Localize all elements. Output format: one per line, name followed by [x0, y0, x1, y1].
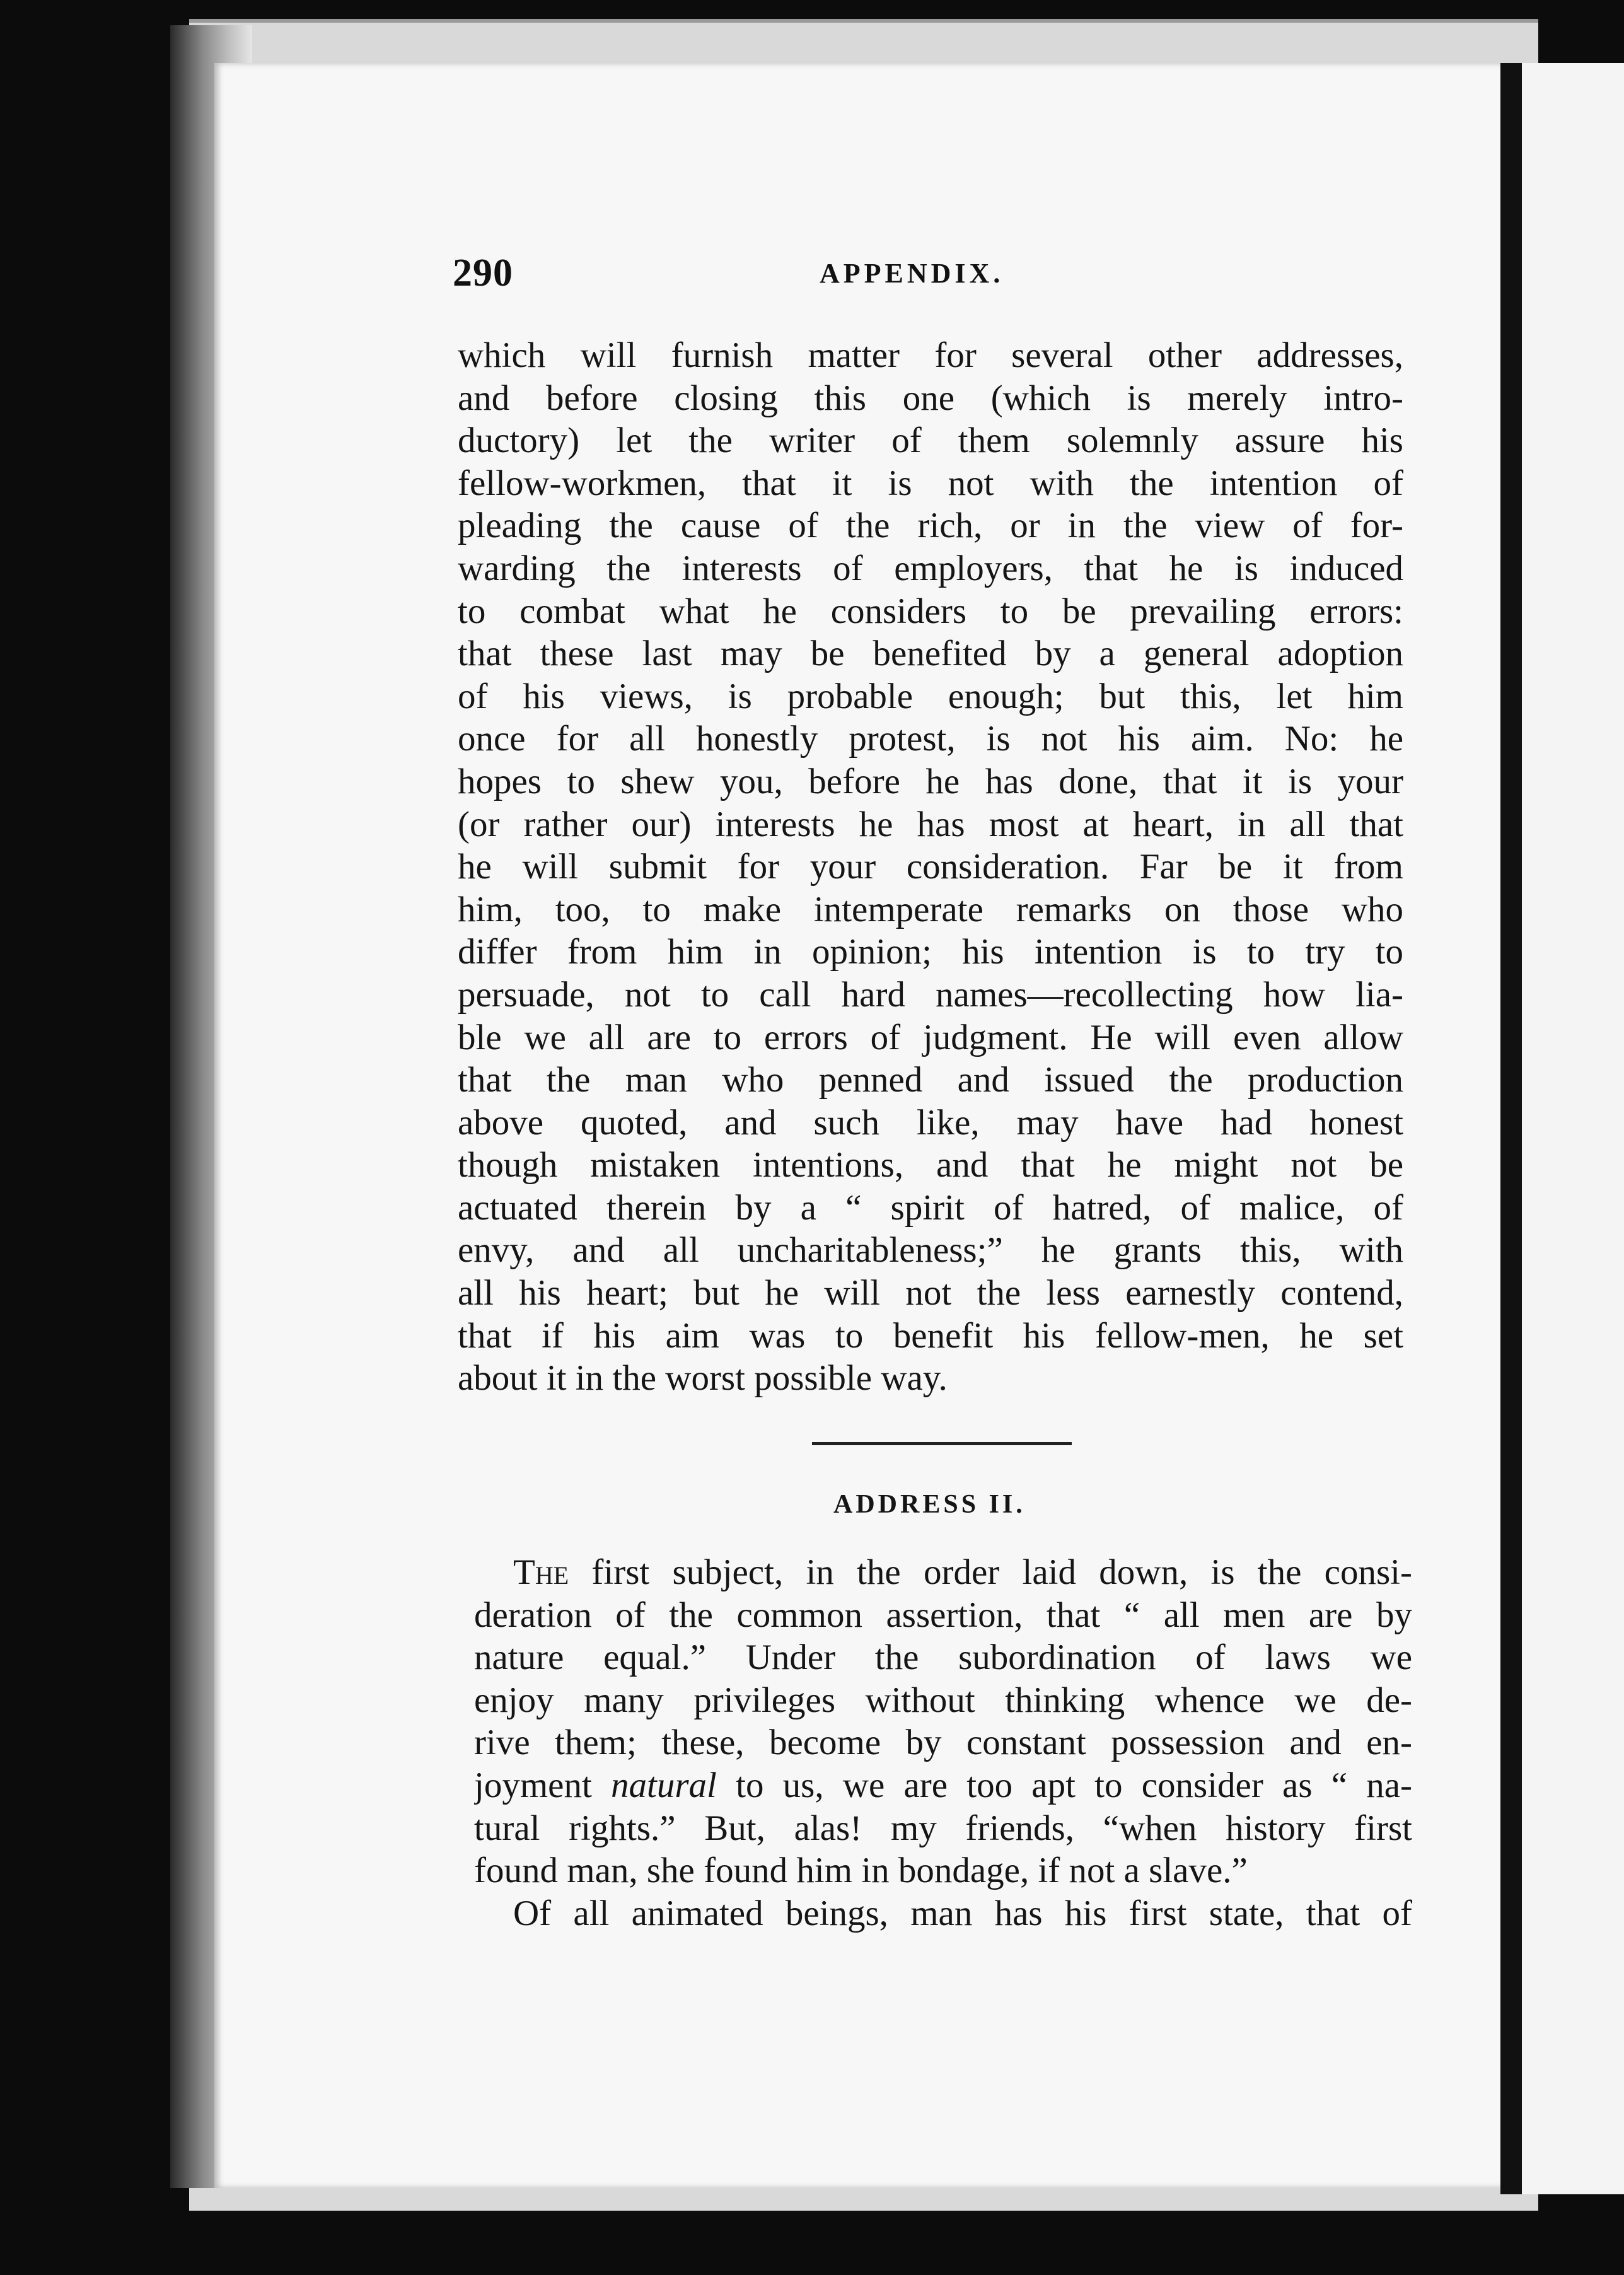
text-line: though mistaken intentions, and that he might not be	[458, 1145, 1403, 1185]
text-line: nature equal.” Under the subordination of laws we	[474, 1638, 1412, 1678]
text-line: deration of the common assertion, that “ all men are by	[474, 1595, 1412, 1635]
text-line: warding the interests of employers, that he is induced	[458, 548, 1403, 588]
text-line: above quoted, and such like, may have had honest	[458, 1102, 1403, 1143]
text-line: to combat what he considers to be prevailing errors:	[458, 591, 1403, 631]
line-text: to us, we are too apt to consider as “ na-	[716, 1765, 1412, 1805]
section-rule	[812, 1442, 1072, 1445]
text-line: rive them; these, become by constant possession and en-	[474, 1723, 1412, 1763]
text-line: enjoy many privileges without thinking whence we de-	[474, 1680, 1412, 1720]
text-line: differ from him in opinion; his intention is to try to	[458, 932, 1403, 972]
text-line: fellow-workmen, that it is not with the intention of	[458, 463, 1403, 503]
page-header	[453, 251, 1411, 301]
line-text: joyment	[474, 1765, 612, 1805]
next-page-edge	[1522, 63, 1624, 2194]
page-number: 290	[453, 252, 513, 294]
text-line: Of all animated beings, man has his first state, that of	[513, 1893, 1412, 1933]
text-line: about it in the worst possible way.	[458, 1358, 948, 1399]
text-line: envy, and all uncharitableness;” he grants this, with	[458, 1230, 1403, 1271]
text-line: found man, she found him in bondage, if not a slave.”	[474, 1851, 1248, 1891]
text-line: persuade, not to call hard names—recollecting how lia-	[458, 974, 1403, 1015]
gutter	[1500, 63, 1522, 2194]
text-line: of his views, is probable enough; but this, let him	[458, 676, 1403, 716]
text-line: and before closing this one (which is merely intro-	[458, 378, 1403, 418]
text-line	[474, 1551, 1412, 1594]
text-line: pleading the cause of the rich, or in the view of for-	[458, 506, 1403, 546]
text-line: (or rather our) interests he has most at heart, in all that	[458, 804, 1403, 844]
section-heading: ADDRESS II.	[833, 1490, 1026, 1519]
text-line: ductory) let the writer of them solemnly assure his	[458, 421, 1403, 461]
text-line: that the man who penned and issued the production	[458, 1060, 1403, 1100]
body-text-1	[458, 334, 1403, 1400]
text-line: that these last may be benefited by a general adoption	[458, 634, 1403, 674]
text-line: he will submit for your consideration. Far be it from	[458, 847, 1403, 887]
drop-word: The	[513, 1552, 569, 1592]
text-line	[474, 1764, 1412, 1807]
text-line: hopes to shew you, before he has done, that it is your	[458, 761, 1403, 801]
text-line: all his heart; but he will not the less earnestly contend,	[458, 1273, 1403, 1313]
text-line: once for all honestly protest, is not his aim. No: he	[458, 719, 1403, 759]
line-text: first subject, in the order laid down, is the consi-	[569, 1552, 1412, 1592]
italic-word: natural	[611, 1765, 717, 1805]
text-line: tural rights.” But, alas! my friends, “when history first	[474, 1808, 1412, 1848]
text-line: him, too, to make intemperate remarks on those who	[458, 889, 1403, 929]
text-line: that if his aim was to benefit his fellow-men, he set	[458, 1315, 1403, 1356]
text-line: ble we all are to errors of judgment. He will even allow	[458, 1017, 1403, 1057]
running-head: APPENDIX.	[820, 258, 1004, 289]
body-text-2	[474, 1551, 1412, 1935]
text-line: which will furnish matter for several other addresses,	[458, 335, 1403, 375]
text-line: actuated therein by a “ spirit of hatred, of malice, of	[458, 1187, 1403, 1228]
